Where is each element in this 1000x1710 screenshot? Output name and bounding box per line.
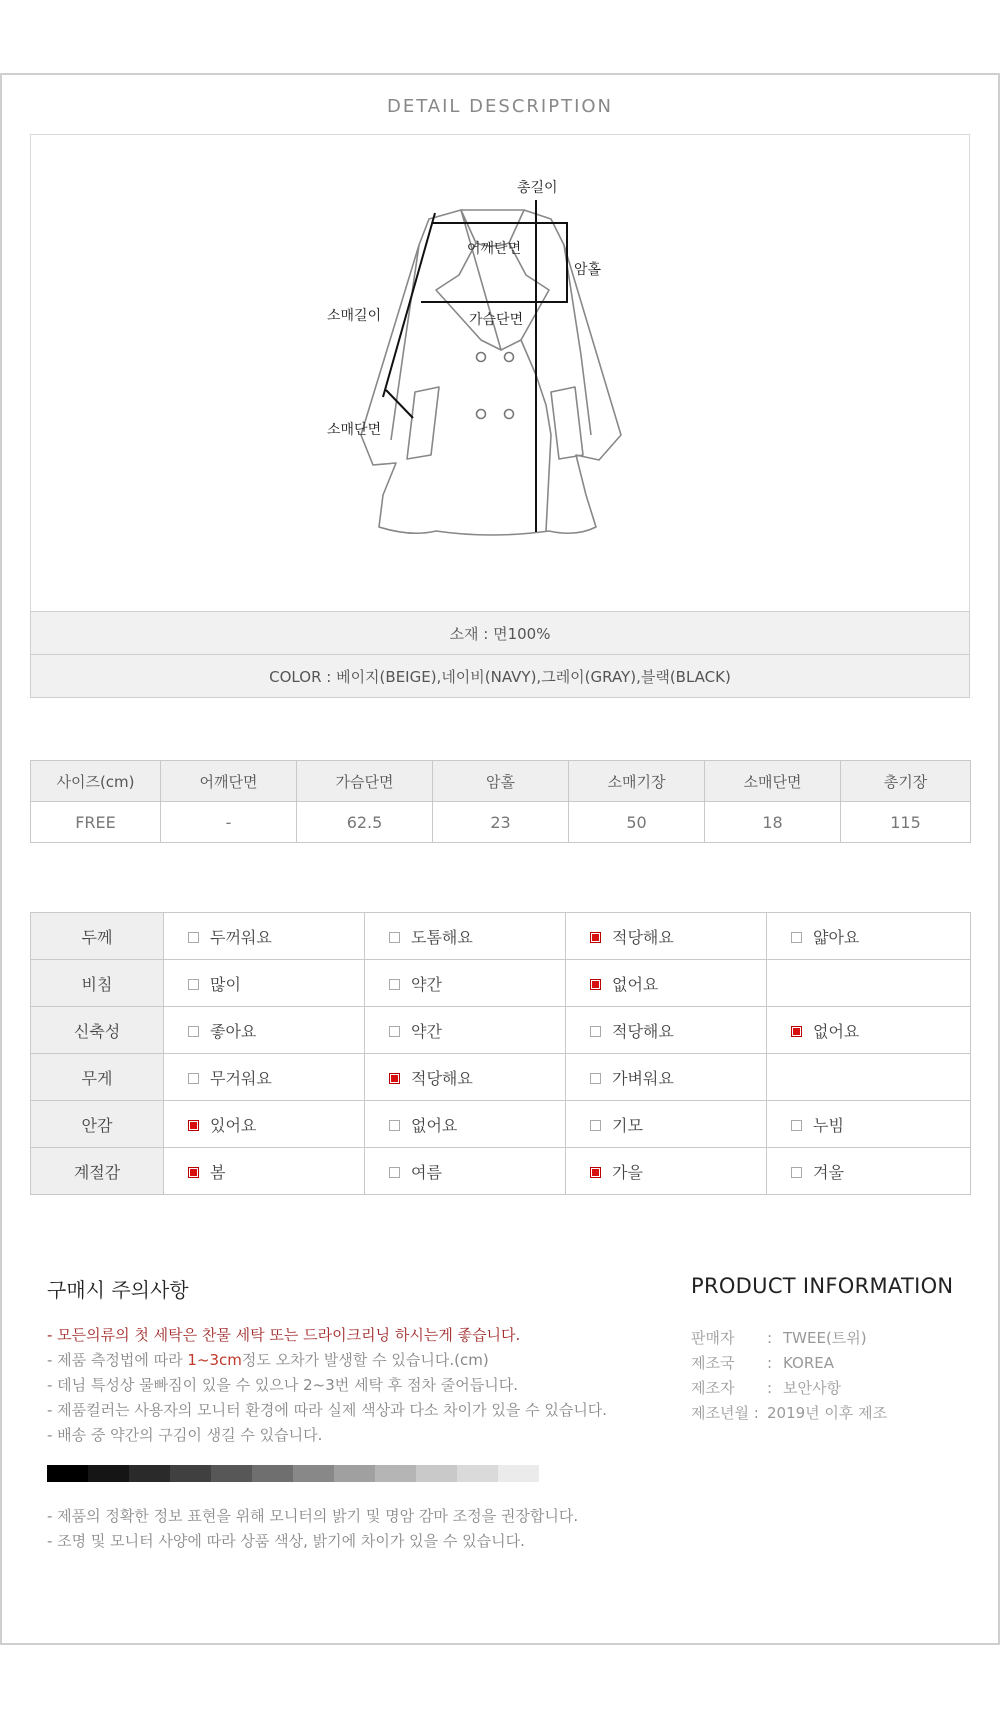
table-row [31, 960, 971, 1007]
unchecked-box-icon [590, 1120, 601, 1131]
sleeve-length-line [383, 213, 435, 397]
option-label: 도톰해요 [411, 927, 473, 947]
grayscale-swatch [334, 1465, 375, 1482]
grayscale-bar [47, 1465, 539, 1482]
option-label: 적당해요 [612, 927, 674, 947]
feel-option [566, 1148, 767, 1195]
option-label: 약간 [411, 974, 442, 994]
label-sleeve-length: 소매길이 [327, 308, 382, 324]
option-label: 없어요 [411, 1115, 458, 1135]
notice-item: - 모든의류의 첫 세탁은 찬물 세탁 또는 드라이크리닝 하시는게 좋습니다. [47, 1326, 521, 1344]
table-row [31, 1101, 971, 1148]
fabric-feel-table [30, 912, 971, 1195]
label-chest: 가슴단면 [469, 312, 524, 328]
product-info-value: KOREA [783, 1354, 834, 1372]
product-info-row [691, 1326, 887, 1351]
button [505, 410, 514, 419]
product-info-value: TWEE(트위) [783, 1329, 867, 1347]
feel-label: 신축성 [31, 1007, 164, 1054]
unchecked-box-icon [188, 979, 199, 990]
grayscale-swatch [498, 1465, 539, 1482]
feel-option [164, 1101, 365, 1148]
label-total-length: 총길이 [517, 180, 558, 196]
product-info-value: 2019년 이후 제조 [767, 1404, 888, 1422]
size-table-header [31, 761, 971, 802]
feel-option [767, 1101, 971, 1148]
feel-option [164, 960, 365, 1007]
checked-box-icon [590, 932, 601, 943]
product-info-row [691, 1401, 887, 1426]
feel-label: 안감 [31, 1101, 164, 1148]
button [505, 353, 514, 362]
note-item: - 조명 및 모니터 사양에 따라 상품 색상, 밝기에 차이가 있을 수 있습니다. [47, 1532, 525, 1550]
feel-option [365, 1007, 566, 1054]
feel-option [767, 960, 971, 1007]
feel-option [164, 1148, 365, 1195]
feel-option [365, 1148, 566, 1195]
table-row [31, 802, 971, 843]
coat-illustration [31, 135, 971, 612]
table-row [31, 1007, 971, 1054]
sleeve-width-line [386, 390, 413, 418]
unchecked-box-icon [389, 1167, 400, 1178]
size-header: 소매단면 [705, 761, 841, 802]
feel-option [164, 1054, 365, 1101]
option-label: 누빔 [813, 1115, 844, 1135]
feel-option [767, 1148, 971, 1195]
option-label: 있어요 [210, 1115, 257, 1135]
checked-box-icon [590, 979, 601, 990]
lapel-right [501, 210, 549, 350]
unchecked-box-icon [590, 1026, 601, 1037]
grayscale-swatch [375, 1465, 416, 1482]
grayscale-swatch [47, 1465, 88, 1482]
size-cell: 62.5 [297, 802, 433, 843]
size-header: 총기장 [841, 761, 971, 802]
option-label: 많이 [210, 974, 241, 994]
feel-label: 두께 [31, 913, 164, 960]
feel-option [164, 1007, 365, 1054]
option-label: 무거워요 [210, 1068, 272, 1088]
checked-box-icon [389, 1073, 400, 1084]
size-cell: 115 [841, 802, 971, 843]
notice-item: - 제품컬러는 사용자의 모니터 환경에 따라 실제 색상과 다소 차이가 있을 수 있습니다. [47, 1401, 608, 1419]
table-row [31, 1148, 971, 1195]
feel-option [566, 1007, 767, 1054]
unchecked-box-icon [389, 1026, 400, 1037]
feel-option [365, 913, 566, 960]
feel-option [365, 1054, 566, 1101]
note-item: - 제품의 정확한 정보 표현을 위해 모니터의 밝기 및 명암 감마 조정을 권장합니다. [47, 1507, 579, 1525]
product-info-key: 제조국 [691, 1354, 735, 1372]
option-label: 기모 [612, 1115, 643, 1135]
product-info-key: 제조년월 : [691, 1404, 759, 1422]
table-row [31, 913, 971, 960]
feel-label: 비침 [31, 960, 164, 1007]
monitor-notes [47, 1504, 578, 1554]
unchecked-box-icon [791, 1120, 802, 1131]
unchecked-box-icon [791, 932, 802, 943]
lapel-left [436, 210, 501, 350]
product-info-key: 제조자 [691, 1379, 735, 1397]
color-row: COLOR : 베이지(BEIGE),네이비(NAVY),그레이(GRAY),블랙(BLACK) [30, 654, 970, 698]
size-header: 소매기장 [569, 761, 705, 802]
option-label: 가벼워요 [612, 1068, 674, 1088]
option-label: 적당해요 [612, 1021, 674, 1041]
feel-option [566, 1054, 767, 1101]
feel-option [566, 1101, 767, 1148]
grayscale-swatch [211, 1465, 252, 1482]
size-cell: 50 [569, 802, 705, 843]
checked-box-icon [188, 1120, 199, 1131]
grayscale-swatch [293, 1465, 334, 1482]
checked-box-icon [188, 1167, 199, 1178]
checked-box-icon [590, 1167, 601, 1178]
size-cell: 23 [433, 802, 569, 843]
product-info-sep: : [767, 1379, 773, 1397]
button [477, 410, 486, 419]
grayscale-swatch [129, 1465, 170, 1482]
option-label: 좋아요 [210, 1021, 257, 1041]
unchecked-box-icon [791, 1167, 802, 1178]
label-armhole: 암홀 [574, 262, 602, 278]
coat-diagram [30, 134, 970, 611]
option-label: 봄 [210, 1162, 226, 1182]
feel-option [365, 1101, 566, 1148]
option-label: 여름 [411, 1162, 442, 1182]
notice-item: - 배송 중 약간의 구김이 생길 수 있습니다. [47, 1426, 323, 1444]
table-row [31, 1054, 971, 1101]
feel-option [164, 913, 365, 960]
notice-title: 구매시 주의사항 [47, 1278, 189, 1302]
product-info-row [691, 1376, 887, 1401]
unchecked-box-icon [389, 932, 400, 943]
product-info-key: 판매자 [691, 1329, 735, 1347]
product-info-sep: : [767, 1354, 773, 1372]
option-label: 적당해요 [411, 1068, 473, 1088]
section-title: DETAIL DESCRIPTION [386, 96, 614, 117]
option-label: 얇아요 [813, 927, 860, 947]
size-cell: 18 [705, 802, 841, 843]
unchecked-box-icon [188, 1026, 199, 1037]
feel-label: 무게 [31, 1054, 164, 1101]
product-info-list [691, 1326, 887, 1426]
option-label: 없어요 [612, 974, 659, 994]
feel-option [566, 960, 767, 1007]
grayscale-swatch [252, 1465, 293, 1482]
feel-option [767, 1007, 971, 1054]
size-table [30, 760, 971, 843]
pocket-right [551, 387, 583, 459]
size-cell: FREE [31, 802, 161, 843]
size-cell: - [161, 802, 297, 843]
size-header: 가슴단면 [297, 761, 433, 802]
unchecked-box-icon [188, 932, 199, 943]
product-info-row [691, 1351, 887, 1376]
notice-item: - 데님 특성상 물빠짐이 있을 수 있으나 2~3번 세탁 후 점차 줄어듭니다. [47, 1376, 519, 1394]
notice-item: - 제품 측정법에 따라 1~3cm정도 오차가 발생할 수 있습니다.(cm) [47, 1351, 489, 1369]
option-label: 가을 [612, 1162, 643, 1182]
notice-list [47, 1323, 607, 1448]
label-sleeve-width: 소매단면 [327, 422, 382, 438]
unchecked-box-icon [389, 979, 400, 990]
feel-option [566, 913, 767, 960]
feel-option [767, 913, 971, 960]
unchecked-box-icon [188, 1073, 199, 1084]
shoulder-armhole-guide [421, 223, 567, 302]
grayscale-swatch [88, 1465, 129, 1482]
feel-option [365, 960, 566, 1007]
option-label: 겨울 [813, 1162, 844, 1182]
product-info-value: 보안사항 [783, 1379, 841, 1397]
grayscale-swatch [416, 1465, 457, 1482]
checked-box-icon [791, 1026, 802, 1037]
feel-label: 계절감 [31, 1148, 164, 1195]
unchecked-box-icon [389, 1120, 400, 1131]
option-label: 두꺼워요 [210, 927, 272, 947]
size-header: 암홀 [433, 761, 569, 802]
label-shoulder: 어깨단면 [467, 241, 522, 257]
unchecked-box-icon [590, 1073, 601, 1084]
product-info-title: PRODUCT INFORMATION [691, 1274, 954, 1298]
grayscale-swatch [170, 1465, 211, 1482]
option-label: 약간 [411, 1021, 442, 1041]
size-header: 어깨단면 [161, 761, 297, 802]
size-header: 사이즈(cm) [31, 761, 161, 802]
button [477, 353, 486, 362]
feel-option [767, 1054, 971, 1101]
grayscale-swatch [457, 1465, 498, 1482]
pocket-left [407, 387, 439, 459]
option-label: 없어요 [813, 1021, 860, 1041]
material-row: 소재 : 면100% [30, 611, 970, 655]
product-info-sep: : [767, 1329, 773, 1347]
